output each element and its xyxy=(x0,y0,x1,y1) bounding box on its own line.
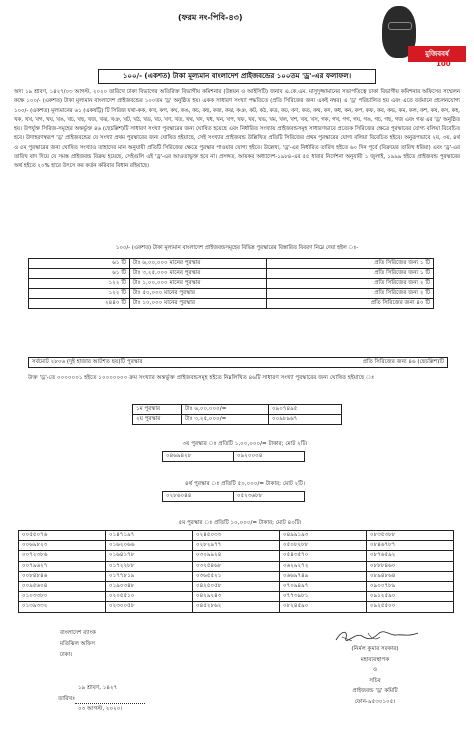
prize-number: ০৭৭৩৯৮১ xyxy=(280,592,367,602)
prize-number: ০৬৬৯৭৪৯ xyxy=(280,571,367,581)
address-line: বাংলাদেশ ব্যাংক xyxy=(60,630,96,636)
prize-number: ০৫০৮২৮৮ xyxy=(280,541,367,551)
table-row xyxy=(163,492,305,502)
prize-number: ০০৭২৩৮৬ xyxy=(19,551,106,561)
signatory-role: সচিব xyxy=(369,677,381,684)
range-note: উক্ত 'ড্র'-তে ০০০০০০১ হইতে ১০০০০০০০ ক্রম সংখ্যার অন্তর্ভুক্ত প্রাইজবন্ডসমূহ হইতে নিম্নলিখিত ৪৬টি সাধারণ সংখ্যা পুরস্কারের জন্য ঘোষিত হইয়াছে ঃ xyxy=(28,375,375,381)
fifth-prize-caption: ৫ম পুরস্কার ঃ প্রতিটি ১০,০০০/= টাকার; মোট ৪০টি। xyxy=(178,520,302,526)
prize-rank: ১ম পুরস্কার xyxy=(133,405,182,415)
prize-number: ০৯২৫৫০০ xyxy=(367,602,454,612)
prize-amount: টাঃ ১,০০,০০০ মানের পুরস্কার xyxy=(130,279,267,289)
prize-number: ০৮৮৮৪৬০ xyxy=(367,561,454,571)
table-row xyxy=(29,299,434,309)
prize-amount: টাঃ ৫০,০০০ মানের পুরস্কার xyxy=(130,289,267,299)
date-bangla: ১৯ শ্রাবণ, ১৪২৭ xyxy=(78,685,118,691)
prize-number: ০১৭৭৮১৯ xyxy=(106,571,193,581)
prize-count: ১২২ টি xyxy=(29,289,130,299)
prize-number: ০৭০৯৪৯৭ xyxy=(280,582,367,592)
table-row xyxy=(133,405,342,415)
third-prize-table xyxy=(162,451,305,462)
table-row xyxy=(19,561,454,571)
prize-amount: টাঃ ৩,২৫,০০০/= xyxy=(182,415,269,425)
signature-image xyxy=(332,628,422,644)
prize-number: ০১০৩৩৮০ xyxy=(19,592,106,602)
prize-number: ০০৯৮৯৬৭ xyxy=(269,415,342,425)
prize-number: ০৮৯৪৮৬৪ xyxy=(367,571,454,581)
prize-number: ০১৯০৩৪৮ xyxy=(106,582,193,592)
prize-number: ০২৮৬০৪৪ xyxy=(163,492,234,502)
signatory-block xyxy=(300,644,450,708)
prize-count: ৬১ টি xyxy=(29,259,130,269)
glasses-icon xyxy=(388,22,412,30)
prize-number: ০৩০৯৯২৪ xyxy=(193,551,280,561)
prize-count: ২৪৪০ টি xyxy=(29,299,130,309)
prize-number: ০৪৬৯৪২৮ xyxy=(163,452,234,462)
prize-number: ০৪৫২৮৬২ xyxy=(193,602,280,612)
form-number: (ফরম নং-পিবি-৪৩) xyxy=(178,13,243,22)
prize-number: ০৩৬৫৫২১ xyxy=(193,571,280,581)
prize-number: ০২৮২৯৭৭ xyxy=(193,541,280,551)
total-left: সর্বমোট ২৮০৬ (দুই হাজার আটশত ছয়)টি পুরস্কার xyxy=(32,359,143,365)
date-label: তারিখঃ xyxy=(58,695,76,702)
prize-number: ০৯২০০০৪ xyxy=(234,452,305,462)
fourth-prize-caption: ৪র্থ পুরস্কার ঃ প্রতিটি ৫০,০০০/= টাকার; মোট ২টি। xyxy=(185,481,305,487)
prize-number: ০৪২৯২৪৩ xyxy=(193,592,280,602)
prize-number: ০৮২৪৫৯০ xyxy=(280,602,367,612)
table-row xyxy=(133,415,342,425)
document-title: ১০০/- (একশত) টাকা মূল্যমান বাংলাদেশ প্রাইজবন্ডের ১০০তম 'ড্র'-এর ফলাফল। xyxy=(98,69,376,84)
prize-number: ০০৫৫০৭৬ xyxy=(19,531,106,541)
prize-number: ০১৭২২৮৮ xyxy=(106,561,193,571)
prize-number: ০৫৪৩৫৭০ xyxy=(280,551,367,561)
prize-number: ০১৪৭১৯৭ xyxy=(106,531,193,541)
prize-amount: টাঃ ৩,২৫,০০০ মানের পুরস্কার xyxy=(130,269,267,279)
date-block xyxy=(58,683,198,715)
table-row xyxy=(29,279,434,289)
third-prize-caption: ৩য় পুরস্কার ঃ প্রতিটি ১,০০,০০০/= টাকার; মোট ২টি। xyxy=(182,441,308,447)
signatory-and: ও xyxy=(372,667,378,674)
prize-number: ০১৬২০৬৬ xyxy=(106,541,193,551)
prize-number: ০১৩৯৩৩২ xyxy=(19,602,106,612)
prize-amount: টাঃ ৬,০০,০০০ মানের পুরস্কার xyxy=(130,259,267,269)
prize-amount: টাঃ ৬,০০,০০০/= xyxy=(182,405,269,415)
top-prizes-table xyxy=(132,404,342,425)
prize-number: ০৩২৫৪৬৮ xyxy=(193,561,280,571)
logo-text: মুজিববর্ষ xyxy=(408,46,466,62)
prize-number: ০৯০৭৪৯৫ xyxy=(269,405,342,415)
signatory-committee: প্রাইজবন্ড 'ড্র' কমিটি xyxy=(352,688,398,695)
prize-count: ১২২ টি xyxy=(29,279,130,289)
logo-number: 100 xyxy=(436,60,451,68)
total-right: প্রতি সিরিজের জন্য ৪৬ (ছেচল্লিশ)টি xyxy=(362,359,444,365)
prize-per-series: প্রতি সিরিজের জন্য ২ টি xyxy=(267,289,434,299)
table-row xyxy=(19,582,454,592)
prize-number: ০০৮৪৮৪৬ xyxy=(19,571,106,581)
date-english: ০৩ আগস্ট, ২০২০। xyxy=(78,706,123,712)
table-row xyxy=(29,289,434,299)
prize-number: ০৮৩৫৩৮৮ xyxy=(367,531,454,541)
mujib-borsho-logo xyxy=(378,4,468,76)
prize-rank: ২য় পুরস্কার xyxy=(133,415,182,425)
fifth-prize-table xyxy=(18,530,454,613)
prize-number: ০৪৯৯১৯৩ xyxy=(280,531,367,541)
date-dotted-line xyxy=(75,697,145,704)
prize-count: ৬১ টি xyxy=(29,269,130,279)
table-row xyxy=(163,452,305,462)
address-line: ঢাকা। xyxy=(60,652,73,658)
prize-number: ০৪২৫০৫৮ xyxy=(193,582,280,592)
table-row xyxy=(19,531,454,541)
table-row xyxy=(19,551,454,561)
prize-per-series: প্রতি সিরিজের জন্য ৪০ টি xyxy=(267,299,434,309)
prize-number: ০৯০০৭৮৯ xyxy=(367,582,454,592)
prize-summary-table xyxy=(28,258,434,309)
signatory-title: মহাব্যবস্থাপক xyxy=(360,656,390,663)
prize-number: ০৮৪৬৭৮৭ xyxy=(367,541,454,551)
prize-number: ০৫২৩৬৮৮ xyxy=(234,492,305,502)
table-row xyxy=(19,571,454,581)
prize-number: ০৬২৯২৭২ xyxy=(280,561,367,571)
address-line: মতিঝিল অফিস xyxy=(60,641,95,647)
table-row xyxy=(19,592,454,602)
signatory-phone: ফোন-৯৫৩০১০৫। xyxy=(354,698,396,705)
fourth-prize-table xyxy=(162,491,305,502)
office-address xyxy=(60,628,180,661)
table-row xyxy=(19,541,454,551)
intro-paragraph: অদ্য ১৯ শ্রাবণ, ১৪২৭/০৩ আগস্ট, ২০২০ তারিখে ঢাকা বিভাগের অতিরিক্ত বিভাগীয় কমিশনার (উন্নয়ন ও আইসিটি) জনাব এ.কে.এম. মাসুদুজ্জামানের সভাপতিত্বে ঢাকা বিভাগীয় কমিশনার অফিসের সম্মেলন কক্ষে ১০০/- (একশত) টাকা মূল্যমান বাংলাদেশ প্রাইজবন্ডের ১০০তম 'ড্র' অনুষ্ঠিত হয়। একক সাধারণ সংখ্যা পদ্ধতিতে (প্রতি সিরিজের জন্য একই নম্বর) এ 'ড্র' পরিচালিত হয় এবং এতে বর্তমানে প্রচলনযোগ্য ১০০/- (একশত) মূল্যমানের ৬১ (একষট্টি) টি সিরিজ যথা-কক, কখ, কগ, কঘ, কঙ, কচ, কছ, কজ, কঝ, কঞ, কট, কঠ, কড, কঢ, কণ, কত, কথ, কদ, কধ, কন, কপ, কফ, কব, কভ, কম, কল, কশ, কষ, কস, কহ, খক, খখ, খগ, খঘ, খঙ, খচ, খছ, খজ, খঝ, খঞ, খট, খঠ, খড, খঢ, খণ, খত, খথ, খদ, খধ, খন, খপ, খফ, খব, খভ, খম, খল, খশ, খষ, খস, গক, গখ, গগ, গঘ, গঙ, গচ, গছ, গজ এবং গঝ এর 'ড্র' অনুষ্ঠিত হয়। উপর্যুক্ত সিরিজ-সমূহের অন্তর্ভুক্ত ৪৬ (ছেচল্লিশ)টি সাধারণ সংখ্যা পুরস্কারের জন্য ঘোষিত হয়েছে এবং নির্ধারিত সংখ্যায় প্রাইজবন্ডসমূহ সাধারণভাবে প্রত্যেক সিরিজের ক্ষেত্রে পুরস্কারের যোগ্য বলিয়া বিবেচিত হবে। উদাহরণস্বরূপ 'ড্র' প্রাইজবন্ডের যে সংখ্যা প্রথম পুরস্কারের জন্য ঘোষিত হইয়াছে, সেই সংখ্যার প্রাইজবন্ড উল্লিখিত প্রতিটি সিরিজের প্রথম পুরস্কারের যোগ্য বলিয়া বিবেচিত হইবে। অনুরূপভাবে ২য়, ৩য়, ৪র্থ ও ৫ম পুরস্কারের জন্য ঘোষিত সংখ্যাও তাহাদের মান অনুযায়ী প্রতিটি সিরিজের ক্ষেত্রে পুরস্কার পাওয়ার যোগ্য হইবে। উল্লেখ্য, 'ড্র'-এর নির্ধারিত তারিখ হইতে ৬০ দিন পূর্বে (বিক্রয়ের তারিখ ধরিয়া) এবং 'ড্র'-এর তারিখ বাদ দিয়ে যে সমস্ত প্রাইজবন্ড বিক্রয় হয়েছে, সেইগুলি এই 'ড্র'-এর আওতাভুক্ত হবে না। প্রসঙ্গত, আয়কর অধ্যাদেশ-১৯৮৪-এর ৫৫ ধারার নির্দেশনা অনুযায়ী ১ জুলাই, ১৯৯৯ হইতে প্রাইজবন্ড পুরস্কারের অর্থ হইতে ২০% হারে উৎসে কর কর্তন করিবার বিধান রহিয়াছে। xyxy=(14,89,460,170)
prize-number: ০২০৫৫১০ xyxy=(106,592,193,602)
prize-table-caption: ১০০/- (একশত) টাকা মূল্যমান বাংলাদেশ প্রাইজবন্ডসমূহের বিভিন্ন পুরস্কারের বিস্তারিত বিবরণ নিম্নে দেয়া হইল ঃ- xyxy=(115,245,359,251)
prize-number: ০৯১২৫৯০ xyxy=(367,592,454,602)
prize-per-series: প্রতি সিরিজের জন্য ১ টি xyxy=(267,259,434,269)
table-row xyxy=(29,269,434,279)
prize-number: ০০৭৯৬২৭ xyxy=(19,561,106,571)
prize-per-series: প্রতি সিরিজের জন্য ২ টি xyxy=(267,279,434,289)
signatory-name: (নির্মল কুমার সরকার) xyxy=(351,646,399,652)
prize-number: ০০৯৫৬০৪ xyxy=(19,582,106,592)
total-row xyxy=(28,357,448,368)
prize-number: ০০৬৯৮২৩ xyxy=(19,541,106,551)
table-row xyxy=(19,602,454,612)
prize-per-series: প্রতি সিরিজের জন্য ১ টি xyxy=(267,269,434,279)
prize-number: ০২৪৫০৩৩ xyxy=(193,531,280,541)
prize-amount: টাঃ ১০,০০০ মানের পুরস্কার xyxy=(130,299,267,309)
table-row xyxy=(29,259,434,269)
prize-number: ০২৩০০৫৮ xyxy=(106,602,193,612)
prize-number: ০৮৭৬৫৯২ xyxy=(367,551,454,561)
prize-number: ০১৬৪১৭৮ xyxy=(106,551,193,561)
